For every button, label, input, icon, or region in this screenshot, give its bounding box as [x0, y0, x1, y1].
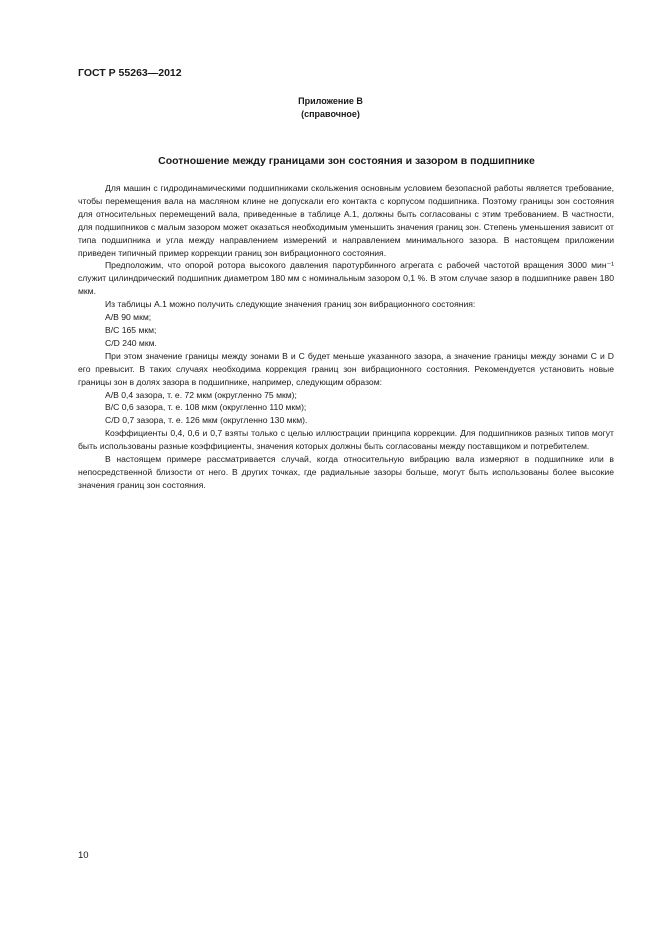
- annex-type: (справочное): [301, 109, 360, 119]
- list-item: A/B 0,4 зазора, т. е. 72 мкм (округленно 75 мкм);: [105, 389, 297, 400]
- list-item: B/C 0,6 зазора, т. е. 108 мкм (округленно 110 мкм);: [105, 402, 307, 413]
- document-header-standard-id: ГОСТ Р 55263—2012: [78, 67, 182, 79]
- paragraph: Для машин с гидродинамическими подшипниками скольжения основным условием безопасной работы является требование, чтобы перемещения вала на масляном клине не допускали его контакта с корпусом подшипника. Поэтому границы зон состояния для относительных перемещений вала, приведенные в таблице А.1, должны быть согласованы с этим требованием. В частности, для подшипников с малым зазором может оказаться необходимым уменьшить значения границ зон. Степень уменьшения зависит от типа подшипника и угла между направлением измерений и направлением минимального зазора. В настоящем приложении приведен типичный пример коррекции границ зон вибрационного состояния.: [78, 183, 614, 258]
- page-number: 10: [78, 850, 89, 861]
- paragraph: При этом значение границы между зонами B и C будет меньше указанного зазора, а значение границы между зонами C и D его превысит. В таких случаях необходима коррекция границ зон вибрационного состояния. Рекомендуется установить новые границы зон в долях зазора в подшипнике, например, следующим образом:: [78, 350, 614, 387]
- list-item: A/B 90 мкм;: [105, 312, 152, 323]
- list-item: B/C 165 мкм;: [105, 324, 157, 335]
- list-item: C/D 0,7 зазора, т. е. 126 мкм (округленно 130 мкм).: [105, 415, 308, 426]
- annex-title: Приложение В: [298, 96, 363, 106]
- list-item: C/D 240 мкм.: [105, 337, 157, 348]
- paragraph: В настоящем примере рассматривается случай, когда относительную вибрацию вала измеряют в подшипнике или в непосредственной близости от него. В других точках, где радиальные зазоры больше, могут быть использованы более высокие значения границ зон состояния.: [78, 454, 614, 490]
- section-title: Соотношение между границами зон состояния и зазором в подшипнике: [158, 155, 535, 167]
- body-text: [78, 182, 614, 492]
- paragraph: Коэффициенты 0,4, 0,6 и 0,7 взяты только с целью иллюстрации принципа коррекции. Для подшипников разных типов могут быть использованы разные коэффициенты, значения которых должны быть согласованы между поставщиком и потребителем.: [78, 428, 614, 452]
- paragraph: Из таблицы А.1 можно получить следующие значения границ зон вибрационного состояния:: [105, 299, 476, 310]
- paragraph: Предположим, что опорой ротора высокого давления паротурбинного агрегата с рабочей частотой вращения 3000 мин⁻¹ служит цилиндрический подшипник диаметром 180 мм с номинальным зазором 0,1 %. В этом случае зазор в подшипнике равен 180 мкм.: [78, 260, 614, 297]
